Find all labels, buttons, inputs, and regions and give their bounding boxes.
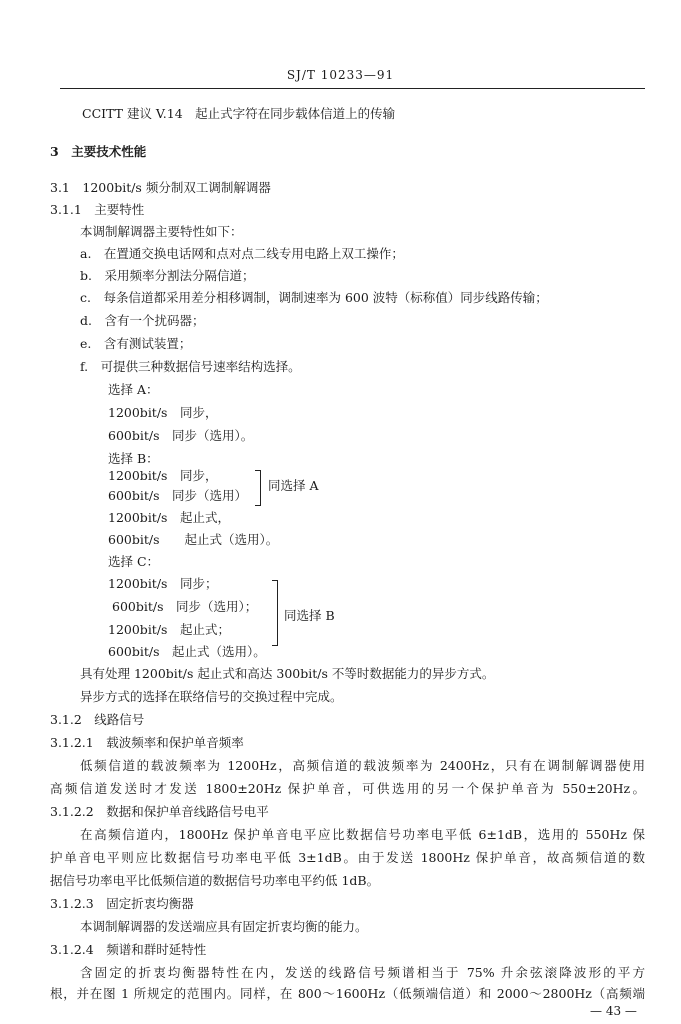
bracket (272, 580, 278, 646)
list-item: c. 每条信道都采用差分相移调制，调制速率为 600 波特（标称值）同步线路传输； (80, 290, 548, 305)
reference-line: CCITT 建议 V.14 起止式字符在同步载体信道上的传输 (82, 106, 396, 121)
subsection-heading: 3.1.2.4 频谱和群时延特性 (50, 942, 207, 957)
paragraph-line: 护单音电平则应比数据信号功率电平低 3±1dB。由于发送 1800Hz 保护单音，故高频信道的数 (50, 850, 645, 865)
option-line: 600bit/s 起止式（选用）。 (108, 644, 266, 659)
list-item: e. 含有测试装置； (80, 336, 192, 351)
paragraph-line: 高频信道发送时才发送 1800±20Hz 保护单音，可供选用的另一个保护单音为 550±20Hz。 (50, 781, 645, 796)
paragraph-line: 本调制解调器主要特性如下： (80, 224, 243, 239)
subsection-heading: 3.1.2 线路信号 (50, 712, 145, 727)
option-line: 1200bit/s 起止式； (108, 622, 230, 637)
header-rule (60, 88, 645, 89)
paragraph-line: 异步方式的选择在联络信号的交换过程中完成。 (80, 689, 343, 704)
list-item: a. 在置通交换电话网和点对点二线专用电路上双工操作； (80, 246, 404, 261)
option-line: 600bit/s 起止式（选用）。 (108, 532, 279, 547)
paragraph-line: 在高频信道内，1800Hz 保护单音电平应比数据信号功率电平低 6±1dB，选用的 550Hz 保 (80, 827, 645, 842)
page-number: — 43 — (590, 1004, 637, 1018)
list-item: b. 采用频率分割法分隔信道； (80, 268, 255, 283)
list-item: f. 可提供三种数据信号速率结构选择。 (80, 359, 301, 374)
subsection-heading: 3.1.2.3 固定折衷均衡器 (50, 896, 194, 911)
option-line: 1200bit/s 同步， (108, 468, 218, 483)
subsection-heading: 3.1.1 主要特性 (50, 202, 145, 217)
subsection-heading: 3.1 1200bit/s 频分制双工调制解调器 (50, 180, 271, 195)
running-header: SJ/T 10233—91 (286, 68, 395, 82)
paragraph-line: 含固定的折衷均衡器特性在内，发送的线路信号频谱相当于 75% 升余弦滚降波形的平方 (80, 965, 645, 980)
option-line: 1200bit/s 起止式， (108, 510, 230, 525)
option-line: 1200bit/s 同步； (108, 576, 218, 591)
bracket (255, 470, 261, 506)
subsection-heading: 3.1.2.1 载波频率和保护单音频率 (50, 735, 244, 750)
paragraph-line: 本调制解调器的发送端应具有固定折衷均衡的能力。 (80, 919, 368, 934)
option-label: 选择 C： (108, 554, 160, 569)
paragraph-line: 具有处理 1200bit/s 起止式和高达 300bit/s 不等时数据能力的异步方式。 (80, 666, 495, 681)
paragraph-line: 根，并在图 1 所规定的范围内。同样，在 800～1600Hz（低频端信道）和 2000～2800Hz（高频端 (50, 986, 645, 1001)
option-line: 600bit/s 同步（选用） (108, 488, 248, 503)
bracket-note: 同选择 B (284, 608, 335, 623)
option-line: 600bit/s 同步（选用）； (112, 599, 258, 614)
list-item: d. 含有一个扰码器； (80, 313, 205, 328)
subsection-heading: 3.1.2.2 数据和保护单音线路信号电平 (50, 804, 269, 819)
option-line: 1200bit/s 同步， (108, 405, 218, 420)
option-label: 选择 B： (108, 451, 159, 466)
option-label: 选择 A： (108, 382, 159, 397)
paragraph-line: 低频信道的载波频率为 1200Hz，高频信道的载波频率为 2400Hz，只有在调制解调器使用 (80, 758, 645, 773)
option-line: 600bit/s 同步（选用）。 (108, 428, 254, 443)
paragraph-line: 据信号功率电平比低频信道的数据信号功率电平约低 1dB。 (50, 873, 380, 888)
bracket-note: 同选择 A (268, 478, 319, 493)
section-heading: 3 主要技术性能 (50, 144, 147, 159)
